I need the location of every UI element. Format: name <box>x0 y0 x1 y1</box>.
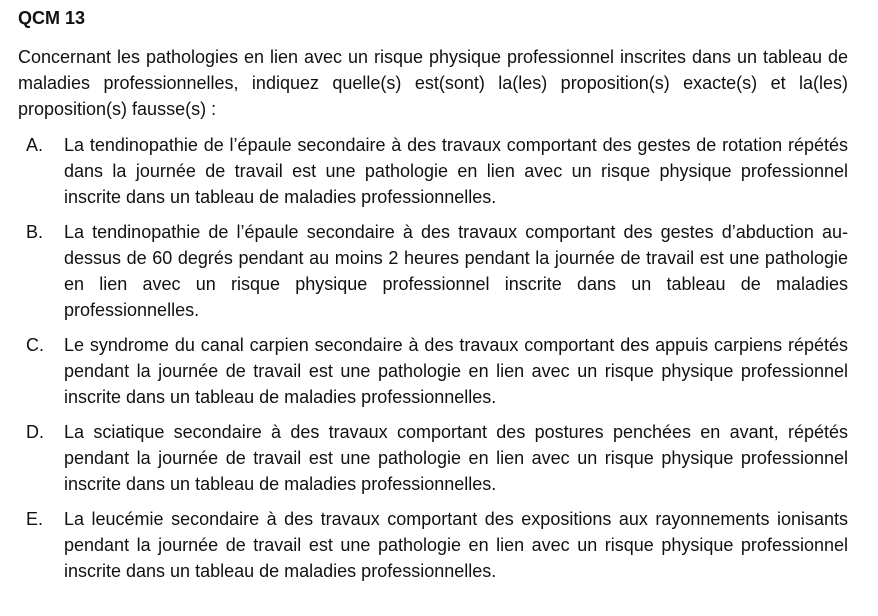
option-letter: A. <box>26 135 44 155</box>
option-letter: C. <box>26 335 44 355</box>
option-text: La tendinopathie de l’épaule secondaire à des travaux comportant des gestes d’abduction au-dessus de 60 degrés pendant au moins 2 heures pendant la journée de travail est une pathologie en lien avec un risque physique professionnel inscrite dans un tableau de maladies professionnelles. <box>64 222 848 320</box>
options-list <box>18 132 848 584</box>
option-c <box>18 332 848 410</box>
question-title: QCM 13 <box>18 8 86 28</box>
option-letter: D. <box>26 422 44 442</box>
option-letter: B. <box>26 222 44 242</box>
option-letter: E. <box>26 509 44 529</box>
option-text: La tendinopathie de l’épaule secondaire à des travaux comportant des gestes de rotation répétés dans la journée de travail est une pathologie en lien avec un risque physique professionnel inscrite dans un tableau de maladies professionnelles. <box>64 135 848 207</box>
option-d <box>18 419 848 497</box>
option-text: La leucémie secondaire à des travaux comportant des expositions aux rayonnements ionisants pendant la journée de travail est une pathologie en lien avec un risque physique professionnel inscrite dans un tableau de maladies professionnelles. <box>64 509 848 581</box>
question-stem: Concernant les pathologies en lien avec un risque physique professionnel inscrites dans un tableau de maladies professionnelles, indiquez quelle(s) est(sont) la(les) proposition(s) exacte(s) et la(les) proposition(s) fausse(s) : <box>18 47 848 119</box>
option-a <box>18 132 848 210</box>
option-text: Le syndrome du canal carpien secondaire à des travaux comportant des appuis carpiens répétés pendant la journée de travail est une pathologie en lien avec un risque physique professionnel inscrite dans un tableau de maladies professionnelles. <box>64 335 848 407</box>
option-e <box>18 506 848 584</box>
option-b <box>18 219 848 323</box>
option-text: La sciatique secondaire à des travaux comportant des postures penchées en avant, répétés pendant la journée de travail est une pathologie en lien avec un risque physique professionnel inscrite dans un tableau de maladies professionnelles. <box>64 422 848 494</box>
